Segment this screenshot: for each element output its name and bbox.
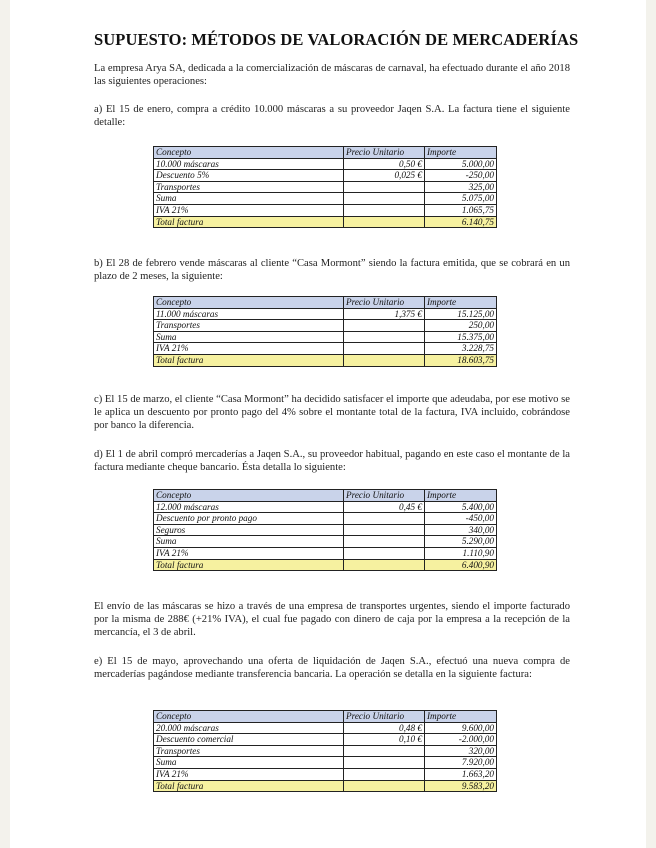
table-cell: Concepto <box>154 297 344 309</box>
table-row <box>154 757 497 769</box>
table-cell: 12.000 máscaras <box>154 501 344 513</box>
document-title: SUPUESTO: MÉTODOS DE VALORACIÓN DE MERCADERÍAS <box>94 30 579 49</box>
table-total-row <box>154 559 497 571</box>
table-cell: Total factura <box>154 559 344 571</box>
table-cell: 325,00 <box>425 181 497 193</box>
table-header-row <box>154 147 497 159</box>
table-cell: Suma <box>154 757 344 769</box>
table-row <box>154 331 497 343</box>
table-header-row <box>154 297 497 309</box>
table-cell <box>344 745 425 757</box>
table-cell: Descuento 5% <box>154 170 344 182</box>
table-cell: Total factura <box>154 216 344 228</box>
table-cell <box>344 331 425 343</box>
operation-c-text: c) El 15 de marzo, el cliente “Casa Mormont” ha decidido satisfacer el importe que adeudaba, por ese motivo se le aplica un descuento por pronto pago del 4% sobre el montante total de la factura, IVA incluido, cobrándose por banco la diferencia. <box>94 394 570 432</box>
table-cell: Total factura <box>154 354 344 366</box>
table-row <box>154 768 497 780</box>
table-cell: Suma <box>154 193 344 205</box>
table-row <box>154 158 497 170</box>
table-cell: -2.000,00 <box>425 734 497 746</box>
table-total-row <box>154 780 497 792</box>
table-row <box>154 501 497 513</box>
table-row <box>154 320 497 332</box>
table-cell <box>344 343 425 355</box>
table-cell: Precio Unitario <box>344 147 425 159</box>
table-cell: 0,025 € <box>344 170 425 182</box>
table-row <box>154 547 497 559</box>
table-cell: 320,00 <box>425 745 497 757</box>
invoice-table-b <box>153 296 497 367</box>
table-cell <box>344 181 425 193</box>
table-cell: 18.603,75 <box>425 354 497 366</box>
table-cell: Total factura <box>154 780 344 792</box>
table-total-row <box>154 354 497 366</box>
table-cell: 5.075,00 <box>425 193 497 205</box>
table-cell <box>344 320 425 332</box>
table-row <box>154 343 497 355</box>
table-cell <box>344 547 425 559</box>
table-cell: 15.375,00 <box>425 331 497 343</box>
table-row <box>154 745 497 757</box>
table-cell <box>344 536 425 548</box>
operation-d-note: El envío de las máscaras se hizo a través de una empresa de transportes urgentes, siendo el importe facturado por la misma de 288€ (+21% IVA), el cual fue pagado con dinero de caja por la empresa a la recepción de la mercancía, el 3 de abril. <box>94 601 570 639</box>
table-cell: Descuento por pronto pago <box>154 513 344 525</box>
table-cell: Importe <box>425 147 497 159</box>
table-cell: Concepto <box>154 711 344 723</box>
table-cell: Transportes <box>154 181 344 193</box>
table-cell: 5.400,00 <box>425 501 497 513</box>
table-cell: 15.125,00 <box>425 308 497 320</box>
table-cell: Importe <box>425 711 497 723</box>
table-cell: 9.600,00 <box>425 722 497 734</box>
table-row <box>154 734 497 746</box>
table-cell: 0,45 € <box>344 501 425 513</box>
table-cell: IVA 21% <box>154 768 344 780</box>
table-cell: 1.663,20 <box>425 768 497 780</box>
table-cell: IVA 21% <box>154 204 344 216</box>
table-cell <box>344 524 425 536</box>
invoice-table-d <box>153 489 497 571</box>
table-cell <box>344 780 425 792</box>
table-cell: Transportes <box>154 320 344 332</box>
table-row <box>154 513 497 525</box>
table-cell: 1,375 € <box>344 308 425 320</box>
table-row <box>154 204 497 216</box>
table-cell: 340,00 <box>425 524 497 536</box>
invoice-table-a <box>153 146 497 228</box>
table-header-row <box>154 490 497 502</box>
table-cell <box>344 513 425 525</box>
table-cell: 0,48 € <box>344 722 425 734</box>
table-cell <box>344 354 425 366</box>
table-total-row <box>154 216 497 228</box>
table-cell: 250,00 <box>425 320 497 332</box>
table-cell <box>344 204 425 216</box>
table-cell: 9.583,20 <box>425 780 497 792</box>
table-row <box>154 524 497 536</box>
table-cell: Suma <box>154 331 344 343</box>
table-row <box>154 722 497 734</box>
operation-e-text: e) El 15 de mayo, aprovechando una oferta de liquidación de Jaqen S.A., efectuó una nueva compra de mercaderías pagándose mediante transferencia bancaria. La operación se detalla en la siguiente factura: <box>94 656 570 681</box>
table-cell: -250,00 <box>425 170 497 182</box>
table-cell: Concepto <box>154 490 344 502</box>
operation-b-text: b) El 28 de febrero vende máscaras al cliente “Casa Mormont” siendo la factura emitida, que se cobrará en un plazo de 2 meses, la siguiente: <box>94 258 570 283</box>
table-row <box>154 308 497 320</box>
table-cell: Seguros <box>154 524 344 536</box>
table-cell: 20.000 máscaras <box>154 722 344 734</box>
table-cell <box>344 768 425 780</box>
table-cell: 0,50 € <box>344 158 425 170</box>
operation-a-text: a) El 15 de enero, compra a crédito 10.000 máscaras a su proveedor Jaqen S.A. La factura tiene el siguiente detalle: <box>94 104 570 129</box>
table-cell <box>344 216 425 228</box>
table-row <box>154 170 497 182</box>
table-cell: Precio Unitario <box>344 297 425 309</box>
table-header-row <box>154 711 497 723</box>
intro-paragraph: La empresa Arya SA, dedicada a la comercialización de máscaras de carnaval, ha efectuado durante el año 2018 las siguientes operaciones: <box>94 63 570 88</box>
table-cell: Descuento comercial <box>154 734 344 746</box>
table-row <box>154 193 497 205</box>
table-cell <box>344 757 425 769</box>
table-cell: 3.228,75 <box>425 343 497 355</box>
table-cell: 5.290,00 <box>425 536 497 548</box>
table-cell: 6.140,75 <box>425 216 497 228</box>
table-cell: Suma <box>154 536 344 548</box>
table-cell: 6.400,90 <box>425 559 497 571</box>
table-cell <box>344 193 425 205</box>
table-cell: Concepto <box>154 147 344 159</box>
table-row <box>154 181 497 193</box>
document-page <box>10 0 646 848</box>
table-cell: 7.920,00 <box>425 757 497 769</box>
table-row <box>154 536 497 548</box>
table-cell: Transportes <box>154 745 344 757</box>
operation-d-text: d) El 1 de abril compró mercaderías a Jaqen S.A., su proveedor habitual, pagando en este caso el montante de la factura mediante cheque bancario. Ésta detalla lo siguiente: <box>94 449 570 474</box>
table-cell: 10.000 máscaras <box>154 158 344 170</box>
table-cell: 0,10 € <box>344 734 425 746</box>
table-cell: -450,00 <box>425 513 497 525</box>
table-cell: 5.000,00 <box>425 158 497 170</box>
table-cell: 1.065,75 <box>425 204 497 216</box>
table-cell: IVA 21% <box>154 343 344 355</box>
table-cell: Importe <box>425 490 497 502</box>
table-cell: Precio Unitario <box>344 490 425 502</box>
invoice-table-e <box>153 710 497 792</box>
table-cell: 1.110,90 <box>425 547 497 559</box>
table-cell <box>344 559 425 571</box>
table-cell: IVA 21% <box>154 547 344 559</box>
table-cell: 11.000 máscaras <box>154 308 344 320</box>
table-cell: Precio Unitario <box>344 711 425 723</box>
table-cell: Importe <box>425 297 497 309</box>
